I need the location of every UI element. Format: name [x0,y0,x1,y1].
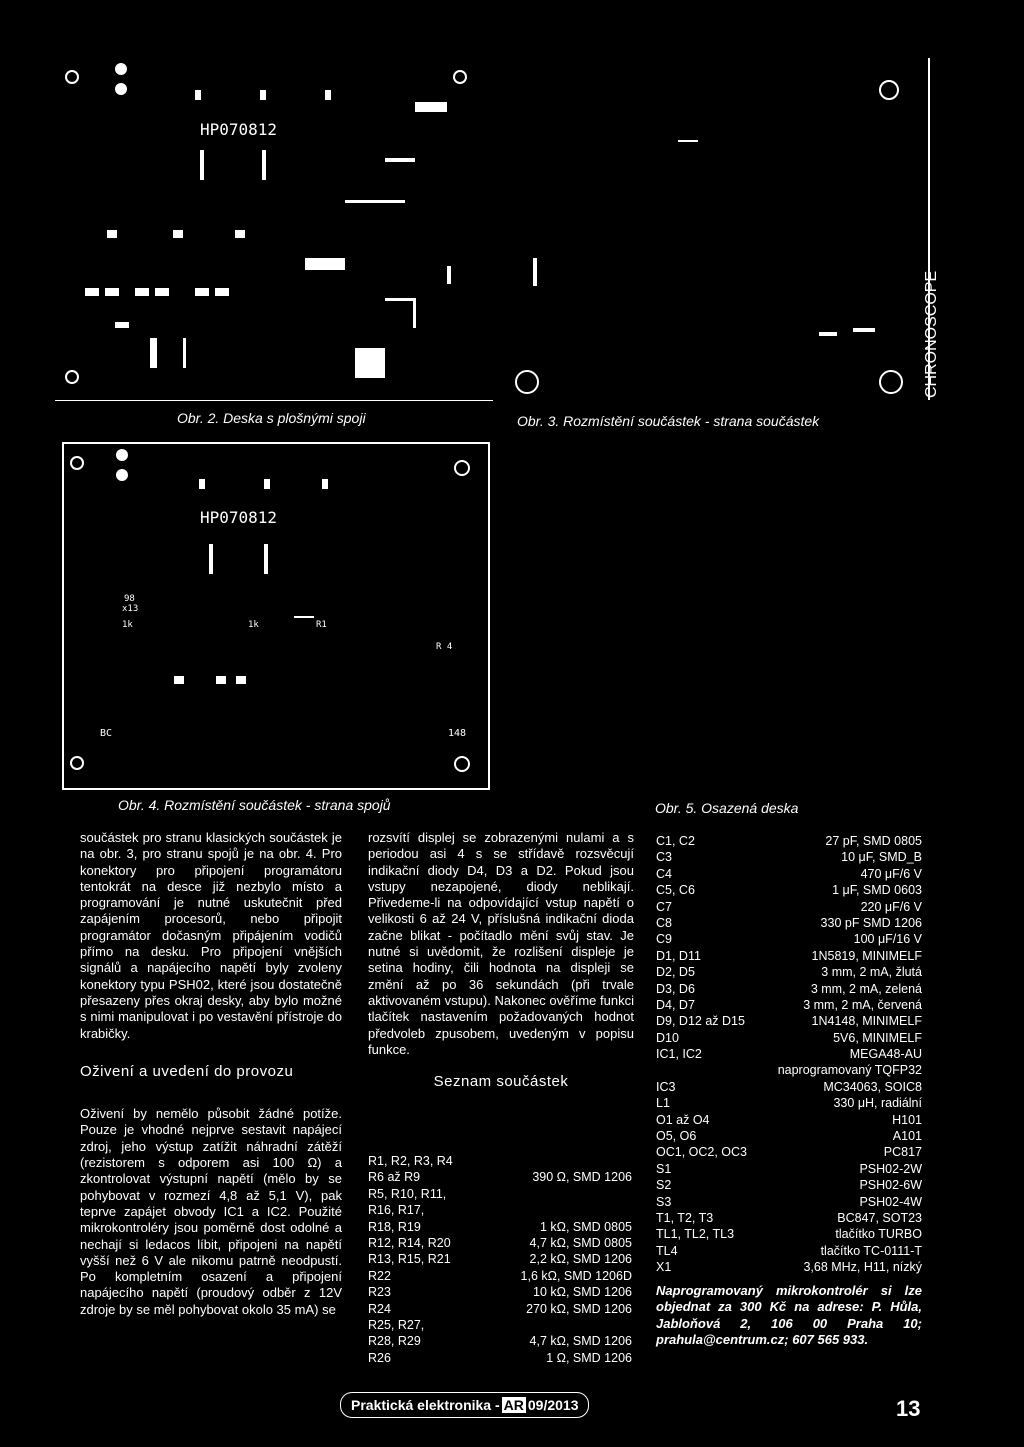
part-value: 330 μH, radiální [833,1096,922,1111]
part-value: 1N4148, MINIMELF [811,1014,922,1029]
part-value: 4,7 kΩ, SMD 0805 [529,1235,632,1250]
magazine-badge: AR [503,1397,524,1413]
part-designator: L1 [656,1096,670,1111]
parts-row [368,1284,632,1300]
part-value: PSH02-4W [859,1194,922,1209]
part-value: 1,6 kΩ, SMD 1206D [520,1268,632,1283]
part-value: tlačítko TC-0111-T [820,1243,922,1258]
part-value: 1N5819, MINIMELF [811,948,922,963]
part-designator: OC1, OC2, OC3 [656,1145,747,1160]
parts-row [368,1186,632,1202]
issue: 09/2013 [527,1397,579,1413]
part-value: 2,2 kΩ, SMD 1206 [529,1252,632,1267]
part-designator: D10 [656,1030,679,1045]
parts-row [656,1144,922,1160]
part-value: 330 pF SMD 1206 [820,915,922,930]
part-value: PSH02-6W [859,1178,922,1193]
part-value: 5V6, MINIMELF [833,1030,922,1045]
figure-3-caption: Obr. 3. Rozmístění součástek - strana součástek [517,413,820,429]
parts-row [368,1333,632,1349]
mounting-hole [879,370,903,394]
part-designator: IC3 [656,1079,676,1094]
page-number: 13 [896,1396,921,1421]
part-designator: R16, R17, [368,1203,425,1218]
part-value: 3 mm, 2 mA, zelená [810,981,922,996]
parts-list-resistors [368,1153,632,1366]
part-designator: D2, D5 [656,965,695,980]
part-designator: C9 [656,932,672,947]
part-value: PC817 [883,1145,922,1160]
part-designator: S3 [656,1194,672,1209]
part-designator: R18, R19 [368,1219,421,1234]
figure-5-caption: Obr. 5. Osazená deska [655,800,799,816]
part-designator: IC1, IC2 [656,1047,702,1062]
parts-row [656,1210,922,1226]
part-designator: C4 [656,866,672,881]
parts-row [656,997,922,1013]
part-designator: S2 [656,1178,672,1193]
mounting-hole [70,456,84,470]
parts-heading: Seznam součástek [433,1073,569,1091]
part-value: 220 μF/6 V [860,899,922,914]
paragraph: součástek pro stranu klasických součástek je na obr. 3, pro stranu spojů je na obr. 4. Pro konektory pro připojení programátoru tentokrát na desce již nezbylo místo a programování je nutné uskutečnit před zapájením procesorů, nebo připojit programátor dočasným připájením vodičů přímo na desku. Pro připojení vnějších signálů a napájecího napětí byly zvoleny konektory typu PSH02, které jsou dostatečně přesazeny přes okraj desky, aby bylo možné s nimi manipulovat i po vestavění přístroje do krabičky. [80,830,342,1041]
mounting-hole [70,756,84,770]
parts-row [656,1194,922,1210]
parts-row [656,899,922,915]
part-value: A101 [892,1129,922,1144]
ordering-note: Naprogramovaný mikrokontrolér si lze objednat za 300 Kč na adrese: P. Hůla, Jabloňová 2, 106 00 Praha 10; prahula@centrum.cz; 607 565 933. [656,1283,922,1347]
part-designator: TL4 [656,1243,678,1258]
part-designator: D1, D11 [656,948,701,963]
mounting-hole [454,460,470,476]
parts-row [656,948,922,964]
part-value: 3,68 MHz, H11, nízký [803,1260,922,1275]
part-value: BC847, SOT23 [837,1210,922,1225]
part-designator: R5, R10, R11, [368,1186,447,1201]
part-value: PSH02-2W [859,1161,922,1176]
parts-row [368,1202,632,1218]
part-value: 3 mm, 2 mA, žlutá [821,965,922,980]
part-designator: R6 až R9 [368,1170,421,1185]
part-designator: R23 [368,1285,391,1300]
parts-row [656,1079,922,1095]
parts-row [656,931,922,947]
part-designator: C1, C2 [656,834,695,848]
part-designator: R12, R14, R20 [368,1235,451,1250]
part-designator: C8 [656,915,672,930]
part-designator: TL1, TL2, TL3 [656,1227,735,1242]
part-designator: T1, T2, T3 [656,1210,714,1225]
parts-row [656,1030,922,1046]
part-value: 100 μF/16 V [853,932,922,947]
figure-3-component-side [493,58,940,400]
part-value: 1 μF, SMD 0603 [832,883,922,898]
parts-row [656,1046,922,1062]
part-designator: D9, D12 až D15 [656,1014,745,1029]
parts-row [656,866,922,882]
part-designator: O1 až O4 [656,1112,710,1127]
part-designator: R13, R15, R21 [368,1252,451,1267]
part-value: MC34063, SOIC8 [823,1079,922,1094]
parts-row [656,1128,922,1144]
mounting-hole [454,756,470,772]
part-designator: X1 [656,1260,672,1275]
mounting-hole [453,70,467,84]
part-designator: D3, D6 [656,981,695,996]
parts-row [656,1259,922,1275]
parts-row [656,981,922,997]
part-value: H101 [892,1112,922,1127]
mounting-hole [515,370,539,394]
parts-row [368,1268,632,1284]
pcb-label: HP070812 [200,508,278,527]
part-designator: R22 [368,1268,391,1283]
parts-row [656,1062,922,1078]
part-designator: R28, R29 [368,1334,421,1349]
part-value: 1 kΩ, SMD 0805 [539,1219,632,1234]
parts-row [656,1013,922,1029]
part-value: 3 mm, 2 mA, červená [803,997,922,1012]
mounting-hole [65,370,79,384]
parts-row [368,1153,632,1169]
part-designator: R26 [368,1350,391,1365]
parts-row [656,1112,922,1128]
parts-row [368,1317,632,1333]
part-value: 390 Ω, SMD 1206 [532,1170,632,1185]
figure-4-solder-side: HP070812 98 x13 1k 1k R1 R 4 BC 148 [62,442,490,790]
part-designator: R25, R27, [368,1317,425,1332]
part-designator: S1 [656,1161,672,1176]
parts-row [368,1219,632,1235]
part-designator: R24 [368,1301,391,1316]
figure-2-caption: Obr. 2. Deska s plošnými spoji [177,410,366,426]
pcb-label: HP070812 [200,120,278,139]
parts-row [656,833,922,849]
mounting-hole [65,70,79,84]
part-value: 470 μF/6 V [860,866,922,881]
paragraph: rozsvítí displej se zobrazenými nulami a s periodou asi 4 s se střídavě rozsvěcují indikační diody D4, D3 a D2. Pokud jsou vstupy nezapojené, diody neblikají. Přivedeme-li na odpovídající vstup napětí o velikosti 6 až 24 V, příslušná indikační dioda začne blikat - počítadlo mění svůj stav. Je nutné si uvědomit, že rozlišení displeje je setina hodiny, čili hodnota na displeji se změní až po 36 sekundách (při trvale aktivovaném vstupu). Nakonec ověříme funkci tlačítek nastavením požadovaných hodnot předvoleb zpusobem, uvedeným v popisu funkce. [368,830,634,1057]
text-column-2 [368,830,634,1106]
magazine-name: Praktická elektronika - [351,1397,500,1413]
figure-2-pcb [55,58,493,400]
parts-row [656,915,922,931]
parts-row [656,1177,922,1193]
section-heading: Oživení a uvedení do provozu [80,1062,294,1080]
part-value: 270 kΩ, SMD 1206 [526,1301,632,1316]
part-designator: O5, O6 [656,1129,697,1144]
parts-row [656,1161,922,1177]
parts-row [368,1235,632,1251]
parts-row [656,1243,922,1259]
parts-list-other [656,833,922,1276]
paragraph: Oživení by nemělo působit žádné potíže. Pouze je vhodné nejprve sestavit napájecí zdroj, jeho výstup zatížit náhradní zátěží (rezistorem s odporem asi 100 Ω) a zkontrolovat výstupní napětí (mělo by se pohybovat v rozmezí 4,8 až 5,1 V), pak teprve zapájet obvody IC1 a IC2. Použité mikrokontroléry jsou poměrně dost odolné a nechají si ledacos líbit, připojeni na napětí vyšší než 6 V ale nikomu patrně neodpustí. Po kompletním osazení a připojení napájecího napětí (proudový odběr z 12V zdroje by se měl pohybovat okolo 35 mA) se [80,1106,342,1317]
board-side-text: CHRONOSCOPE [923,270,940,398]
part-value: 1 Ω, SMD 1206 [546,1350,632,1365]
parts-row [368,1301,632,1317]
parts-row [656,1226,922,1242]
part-value: 10 μF, SMD_B [841,850,922,865]
part-designator: C3 [656,850,672,865]
part-designator: D4, D7 [656,997,695,1012]
parts-row [368,1350,632,1366]
magazine-footer [340,1392,589,1418]
part-value: tlačítko TURBO [835,1227,922,1242]
part-value: MEGA48-AU [849,1047,922,1062]
figure-4-caption: Obr. 4. Rozmístění součástek - strana spojů [118,797,391,813]
part-designator: C7 [656,899,672,914]
part-value: 27 pF, SMD 0805 [825,834,922,848]
parts-row [368,1251,632,1267]
parts-row [656,882,922,898]
parts-row [368,1169,632,1185]
text-column-1 [80,830,342,1318]
part-designator: R1, R2, R3, R4 [368,1154,453,1168]
part-designator: C5, C6 [656,883,695,898]
part-value: 4,7 kΩ, SMD 1206 [529,1334,632,1349]
parts-row [656,1095,922,1111]
part-value: 10 kΩ, SMD 1206 [533,1285,632,1300]
parts-row [656,964,922,980]
parts-row [656,849,922,865]
part-value: naprogramovaný TQFP32 [777,1063,922,1078]
